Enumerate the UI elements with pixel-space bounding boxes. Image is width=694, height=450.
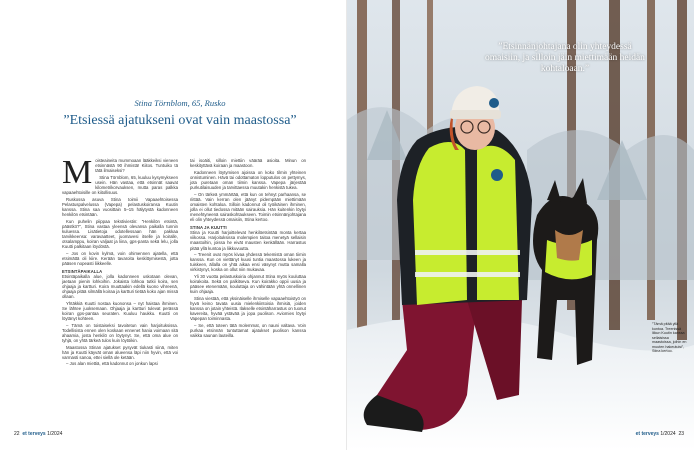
paragraph: tai isoäiti, silloin miettiin väärää asioita. Minun on keskityttävä koiraan ja maastoon.	[190, 158, 306, 169]
subheading: STINA JA KUUTTI	[190, 225, 227, 231]
article-body	[62, 154, 317, 420]
paragraph: Maastossa Stinan ajatukset pysyvät tiukasti siinä, miten hän ja Kuutti käyvät oman alueensa läpi niin hyvin, että voi varmasti sanoa, ettei siellä ole ketään.	[62, 344, 178, 360]
issue-number: 1/2024	[47, 431, 63, 437]
brand-name: et terveys	[22, 431, 46, 437]
paragraph: Ruskossa asuva Stina toimii Vapaaehtoisessa Pelastuspalvelussa (Vapepa) pelastuskoiransa Kuutin kanssa. Stina saa vuosittain 5–15 hälytystä kadonneen henkilön etsintään.	[62, 196, 178, 217]
drop-cap: M	[62, 154, 93, 191]
page-number: 23	[678, 431, 684, 437]
paragraph: – Tämä on toistaiseksi tavoitetun vain harjoituksissa. Todellisista ennen olen koskaan ennenet hania voimaan sitä ahaamia, josta henkilö on löytynyt. Se, että oma alue on tyhjä, on yhtä tärkeä tulos kuin löytöikin.	[62, 322, 178, 344]
paragraph: Etsintäpaikalla alue, jolla kadonneen uskotaan olevan, jaetaan pienin lohkoihin. Jokaista lohkoa tutkii koira, sen ohjaaja ja kartturi. Koira muuttaakin edellä kuono vihreenä, ohjaaja pitää silmällä koiraa ja kartturi tietää koko ajan missä ollaan.	[62, 273, 178, 300]
paragraph: Kadonneen löytymisen ajoissa on koko tilmin yhteinen onnistuminen. Hävä tai odottamaton lopputulos on pettymys, jota puretaan oman tiimin kanssa. Vapepa järjestää purkutilaisuuden ja tarvittaessa muutakin henkistä tukea.	[190, 169, 306, 190]
paragraph: Yli 30 vuotta pelastuskoiria ohjannut Stina myös kouluttaa koirakoita. Sekä on palkitseva. Kun koirakko oppii uusia ja pääsee etenemään, kouluttaja on vähintään yhtä onnellinen kuin ohjaaja.	[190, 273, 306, 295]
issue-number: 1/2024	[660, 431, 676, 437]
pull-quote: ”Etsinnänjohtajana olin yhteydessä omaisiin, ja silloin jäin miettimään heidän kohtaloaan.”	[485, 42, 645, 74]
subheading: ETSINTÄPAIKALLA	[62, 268, 103, 274]
paragraph: – Se, että toteen tätä molemmat, on nauni valtava. Voin purkaa etsinnän tuntuttamat ajatukset puolison kanssa vaikka saunan lauteilla.	[190, 322, 306, 338]
footer-right	[636, 431, 684, 437]
brand-name: et terveys	[635, 431, 659, 437]
photo-caption: ”Tämä pitää yllä kuntoa. Treenissä liikun Kuutin kanssa sellaisissa maastoissa, joihin en muuten hakeutuisi”, Stina kertoo.	[652, 322, 687, 353]
byline: Stina Törnblom, 65, Rusko	[134, 98, 226, 108]
paragraph: oisteaineita mummoaan lääkkeiksi vieneen etsinnästä 90 ihmistä! Kiitos. Tuntuiko tä tätä ilmaiseksi?	[95, 158, 178, 174]
paragraph: Stina ja Kuutti harjoittelevat henkilöetsintää monta kertaa viikossa. Harjoituksissa molempien taitoa menetyä sellaisin maastoihin, joissa he eivät mausten kenkällään. Harrastus pitää yllä kuntoa ja liikkuvuutta.	[190, 230, 306, 251]
paragraph: – Jos on kovin kylmä, voin ohimennen ajatella, että etsimättä oli kiire. Kerään tavaroita keskittymisestä, jotta pääsen nopeasti liikkeelle.	[62, 250, 178, 266]
page-number: 22	[14, 431, 20, 437]
column-1	[62, 154, 178, 368]
paragraph: – Treenit ovat myös kivaa yhdessä tekemistä oman tiimin kanssa. Kun on viettänyt kuusi tuntia maastossa lukeen ja tuiskeen, ällalla on yhtä aikaa ensi väsynyt mutta samalla virkistynyt, koska on ollut niin mukavaa.	[190, 252, 306, 273]
paragraph: – On tärkeä ymmärtää, että kun on tehnyt parhaansa, se riittää. Vain kerran olen jäänyt pidempään miettimään omaisten kohtaloa. Silloin kadonnut oli työikäinen ihminen, jolla ei ollut tiedossa mitään sairauksia. Hän kuitenkin löytyi menehtyneenä sairaskohtaukseen. Toimin etsinnänjohtajana eli olin yhteydessä omaisiin, Stina kertoo.	[190, 191, 306, 223]
paragraph: Kun puhelin piippaa tekstiviestin: ”Henkilön etsintä, päästkö?”, Stina vastaa yleensä olevansa paikalla tunnin kuluessa. Lisätietoja odotellessaan hän pakkaa tarvikkeensa: varavaatteet, juomavesi itselle ja koiralle, otsalamppu, koiran valjaat ja liina, gps-panta sekä lelu, jolla Kuutti palkitaan löydöstä.	[62, 218, 178, 249]
article-headline: ”Etsiessä ajatukseni ovat vain maastossa”	[63, 113, 297, 128]
column-2	[190, 158, 306, 340]
paragraph: Stina Törnblom, 65, kuuluu kysymykseen usein. Hän vastaa, että etsinnät saavat kilometrikorvauksen, mutta paras palkka vapaaehtoisille on kiitollisuus.	[62, 174, 178, 196]
paragraph: – Jos alan miettiä, että kadonnut on jonkun lapsi	[66, 361, 158, 367]
footer-left	[14, 431, 62, 437]
paragraph: Yhtäkkiä Kuutti nostaa kuononsa – nyt haistaa ihminen. Se lähtee juoksemaan. Ohjaaja ja kartturi tulevat perässä koiran gps-pantaa seuraten. Kuuluu haukku. Kuutti on löytänyt kohteen.	[62, 300, 178, 322]
paragraph: Stina viestää, että yksinäiselle ihmiselle vapaaehtoistyö on hyvä keino tavata uusia mielenkiintoisia ihmisiä, joiden kanssa on jotain yhteistä. Ilakselle etsintäharrastus on tuonut kavereita, hyvää ystävää ja jopa puolison. Aviomies löytyi Vapepan toiminnasta.	[190, 295, 306, 322]
